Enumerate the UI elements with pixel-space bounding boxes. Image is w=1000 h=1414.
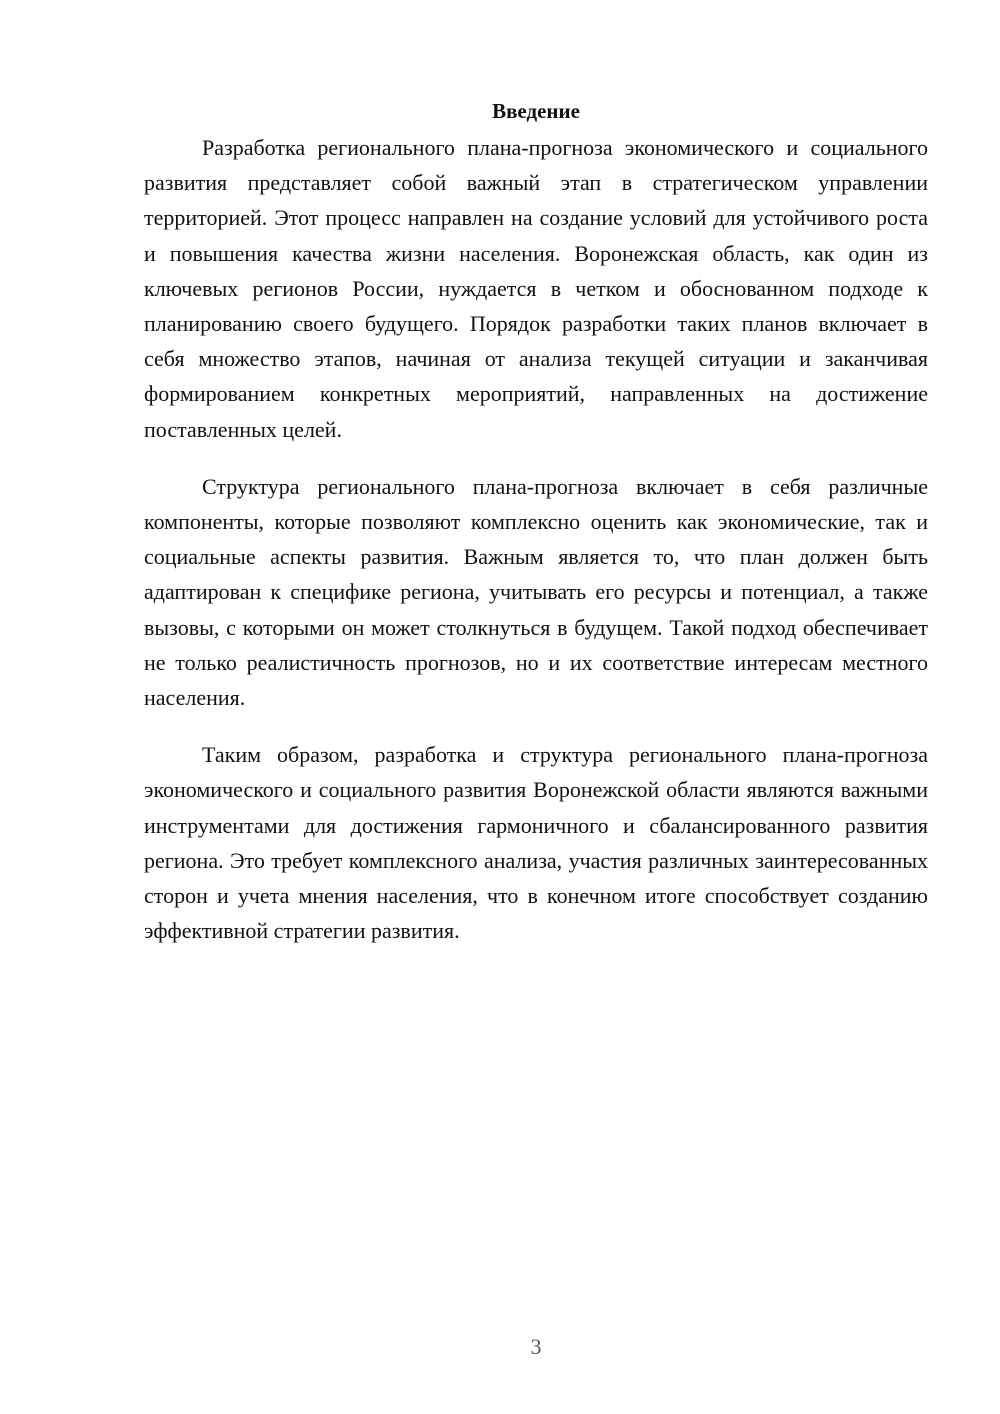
page-title: Введение: [492, 99, 580, 123]
document-body: [144, 96, 928, 970]
paragraph-3: Таким образом, разработка и структура регионального плана-прогноза экономического и социального развития Воронежской области являются важными инструментами для достижения гармоничного и сбалансированного развития региона. Это требует комплексного анализа, участия различных заинтересованных сторон и учета мнения населения, что в конечном итоге способствует созданию эффективной стратегии развития.: [144, 742, 928, 944]
paragraph-2: Структура регионального плана-прогноза включает в себя различные компоненты, которые позволяют комплексно оценить как экономические, так и социальные аспекты развития. Важным является то, что план должен быть адаптирован к специфике региона, учитывать его ресурсы и потенциал, а также вызовы, с которыми он может столкнуться в будущем. Такой подход обеспечивает не только реалистичность прогнозов, но и их соответствие интересам местного населения.: [144, 473, 928, 711]
page-number: 3: [530, 1334, 542, 1359]
paragraph-1: Разработка регионального плана-прогноза экономического и социального развития представляет собой важный этап в стратегическом управлении территорией. Этот процесс направлен на создание условий для устойчивого роста и повышения качества жизни населения. Воронежская область, как один из ключевых регионов России, нуждается в четком и обоснованном подходе к планированию своего будущего. Порядок разработки таких планов включает в себя множество этапов, начиная от анализа текущей ситуации и заканчивая формированием конкретных мероприятий, направленных на достижение поставленных целей.: [144, 135, 928, 442]
